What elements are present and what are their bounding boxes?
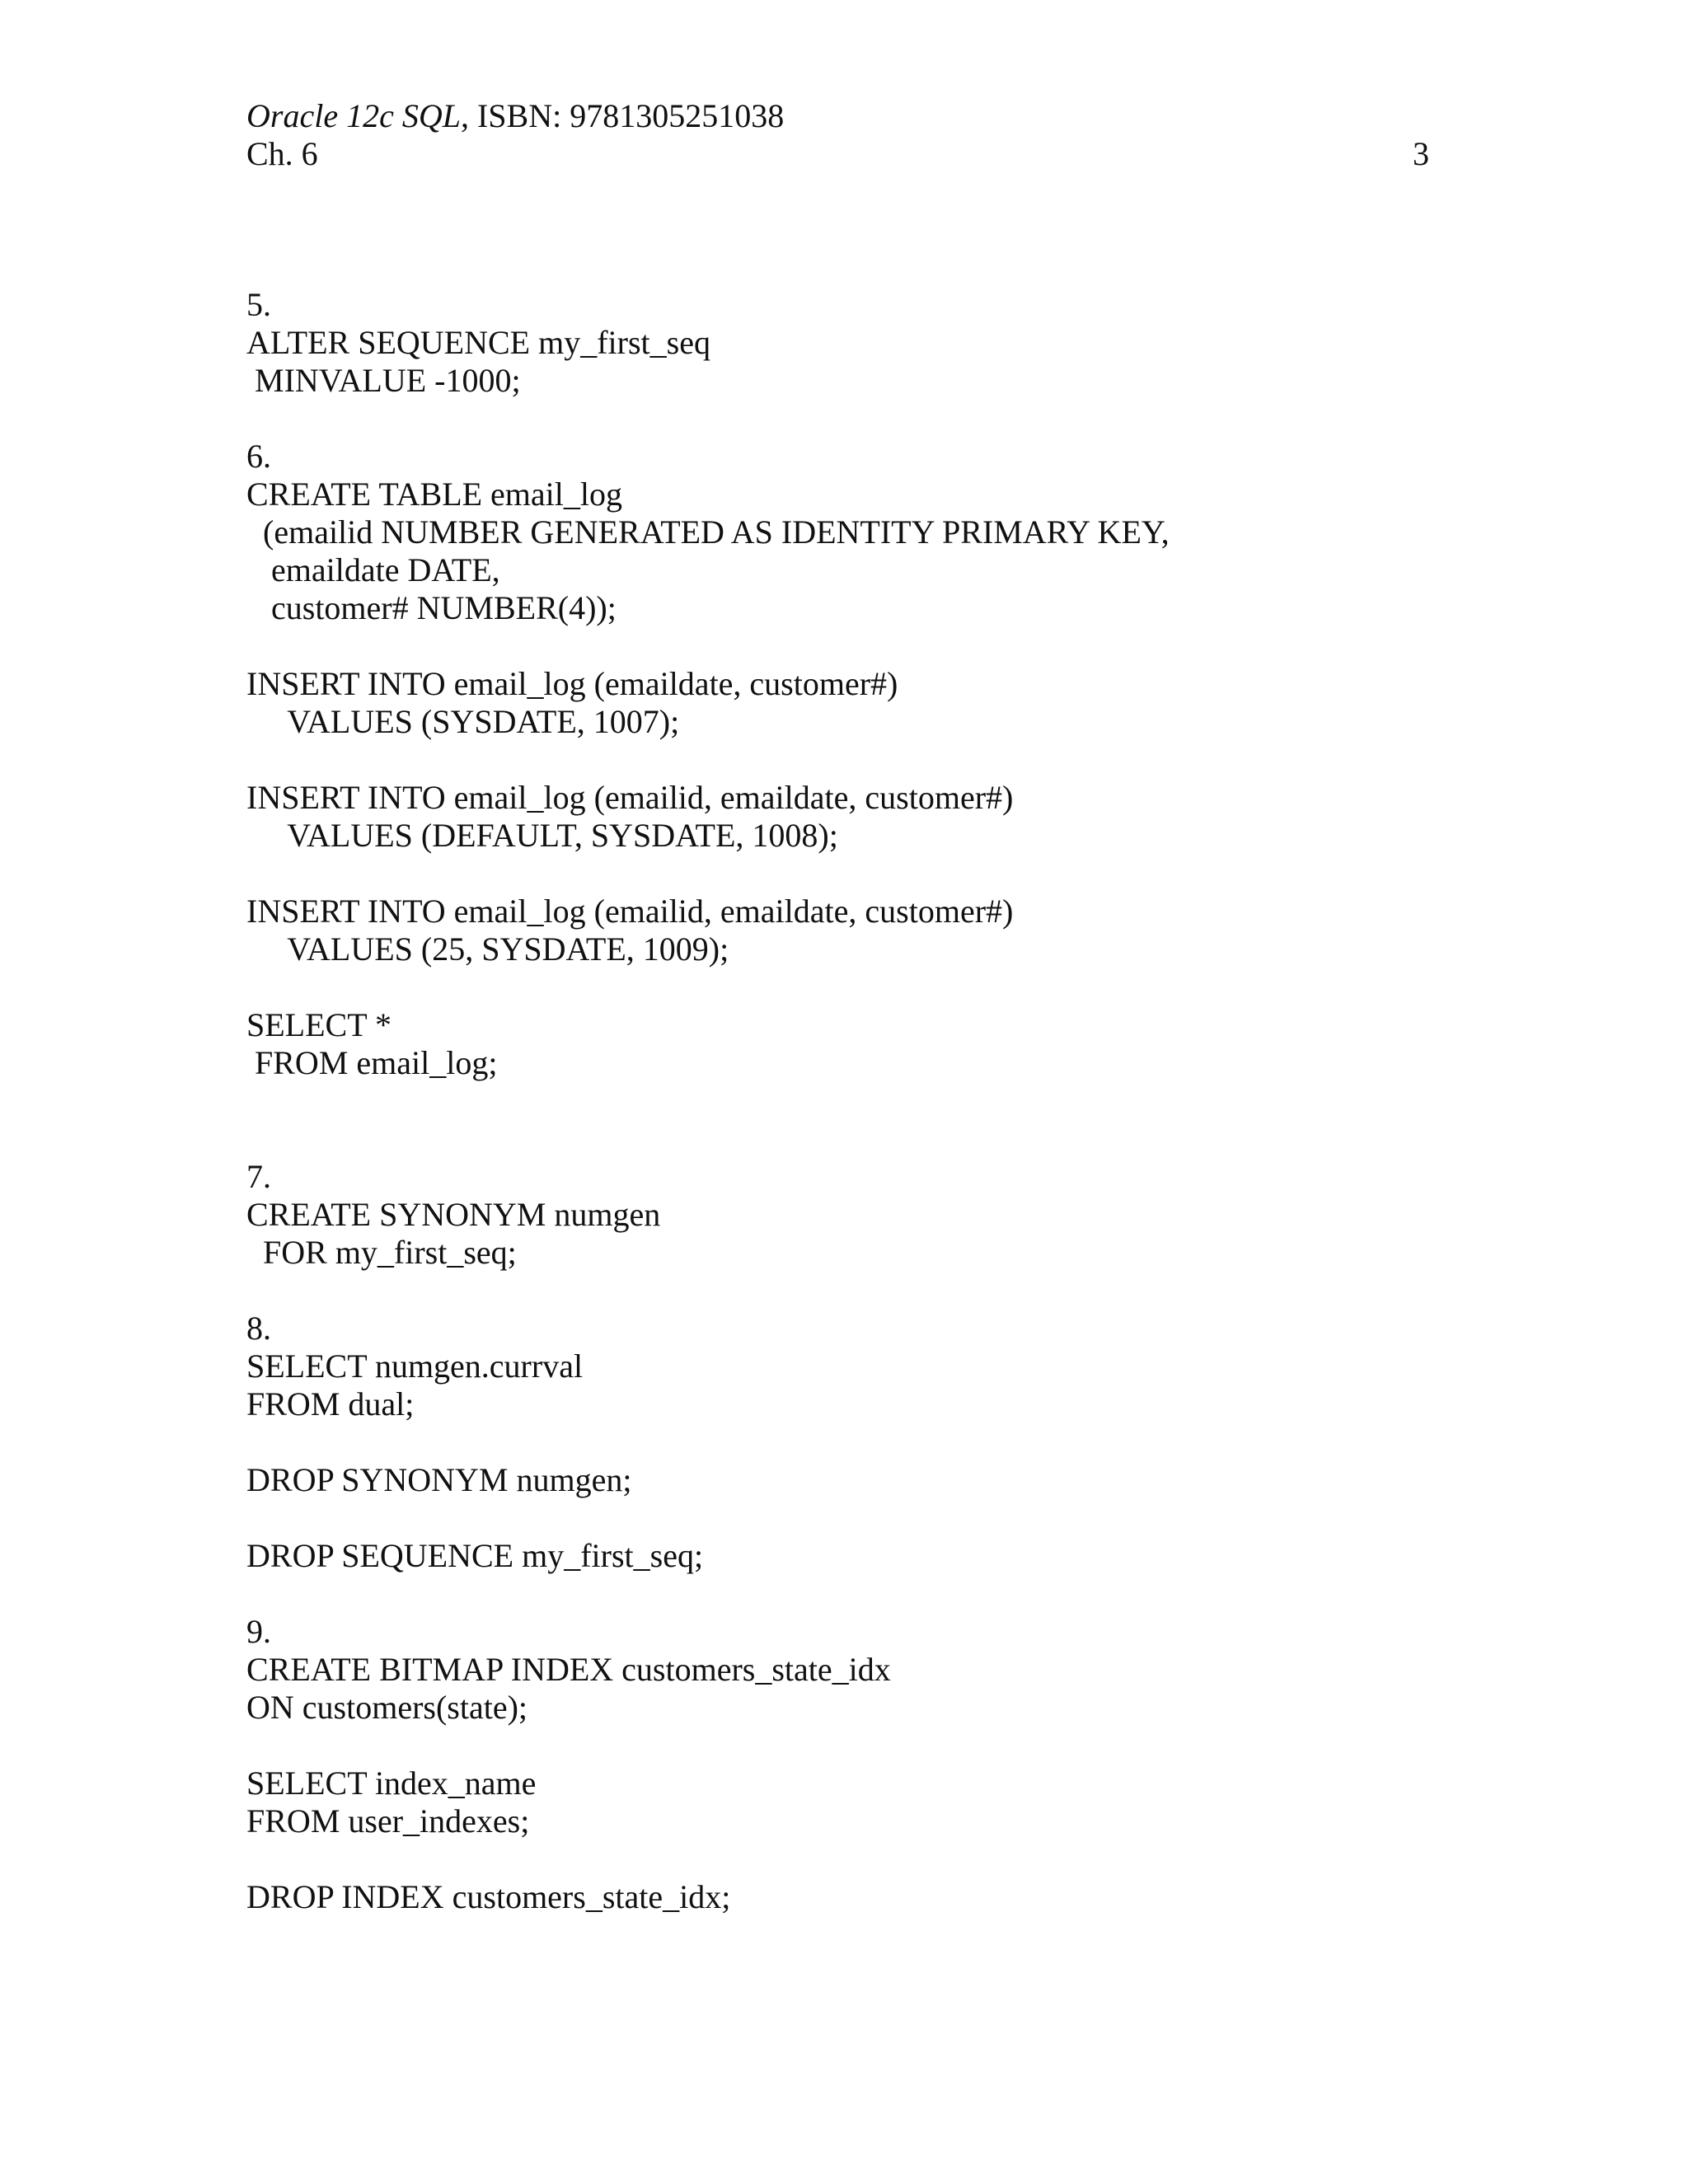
text-line: INSERT INTO email_log (emaildate, customer#): [246, 665, 898, 702]
header-citation: [246, 97, 784, 135]
text-line: [246, 1499, 1483, 1537]
text-line: VALUES (SYSDATE, 1007);: [246, 703, 680, 740]
text-line: (emailid NUMBER GENERATED AS IDENTITY PRIMARY KEY,: [246, 513, 1170, 551]
text-line: SELECT *: [246, 1006, 392, 1043]
text-line: [246, 968, 1483, 1006]
text-line: [246, 1840, 1483, 1878]
text-line: DROP SEQUENCE my_first_seq;: [246, 1537, 704, 1574]
text-line: emaildate DATE,: [246, 551, 500, 588]
text-line: SELECT index_name: [246, 1765, 537, 1802]
text-line: VALUES (25, SYSDATE, 1009);: [246, 930, 729, 968]
text-line: CREATE TABLE email_log: [246, 476, 623, 513]
book-title: Oracle 12c SQL: [246, 97, 461, 134]
text-line: SELECT numgen.currval: [246, 1347, 584, 1385]
text-line: [246, 1120, 1483, 1158]
text-line: [246, 1082, 1483, 1120]
page-header: [246, 97, 1429, 173]
text-line: CREATE BITMAP INDEX customers_state_idx: [246, 1651, 891, 1688]
text-line: FROM email_log;: [246, 1044, 498, 1081]
text-line: 7.: [246, 1158, 271, 1195]
text-line: FOR my_first_seq;: [246, 1234, 517, 1271]
isbn: , ISBN: 9781305251038: [460, 97, 785, 134]
text-line: customer# NUMBER(4));: [246, 589, 617, 626]
text-line: [246, 1272, 1483, 1310]
text-line: ALTER SEQUENCE my_first_seq: [246, 324, 710, 361]
text-line: DROP SYNONYM numgen;: [246, 1461, 632, 1498]
text-line: ON customers(state);: [246, 1689, 528, 1726]
page-number: 3: [1413, 135, 1429, 172]
text-line: 9.: [246, 1613, 271, 1650]
text-line: [246, 855, 1483, 893]
text-line: MINVALUE -1000;: [246, 362, 521, 399]
header-chapter-row: [246, 135, 1429, 173]
chapter-label: Ch. 6: [246, 135, 318, 172]
text-line: [246, 741, 1483, 779]
text-line: FROM dual;: [246, 1385, 415, 1422]
text-line: VALUES (DEFAULT, SYSDATE, 1008);: [246, 817, 838, 854]
text-line: INSERT INTO email_log (emailid, emaildate, customer#): [246, 893, 1014, 930]
text-line: FROM user_indexes;: [246, 1802, 530, 1840]
text-line: [246, 1423, 1483, 1461]
text-line: DROP INDEX customers_state_idx;: [246, 1878, 731, 1915]
text-line: 8.: [246, 1310, 271, 1347]
document-body: [246, 286, 1483, 1916]
text-line: [246, 400, 1483, 438]
text-line: CREATE SYNONYM numgen: [246, 1196, 661, 1233]
text-line: [246, 1575, 1483, 1613]
text-line: [246, 627, 1483, 665]
text-line: [246, 1727, 1483, 1765]
text-line: 5.: [246, 286, 271, 323]
text-line: INSERT INTO email_log (emailid, emaildate, customer#): [246, 779, 1014, 816]
text-line: 6.: [246, 438, 271, 475]
header-title-row: [246, 97, 1429, 135]
